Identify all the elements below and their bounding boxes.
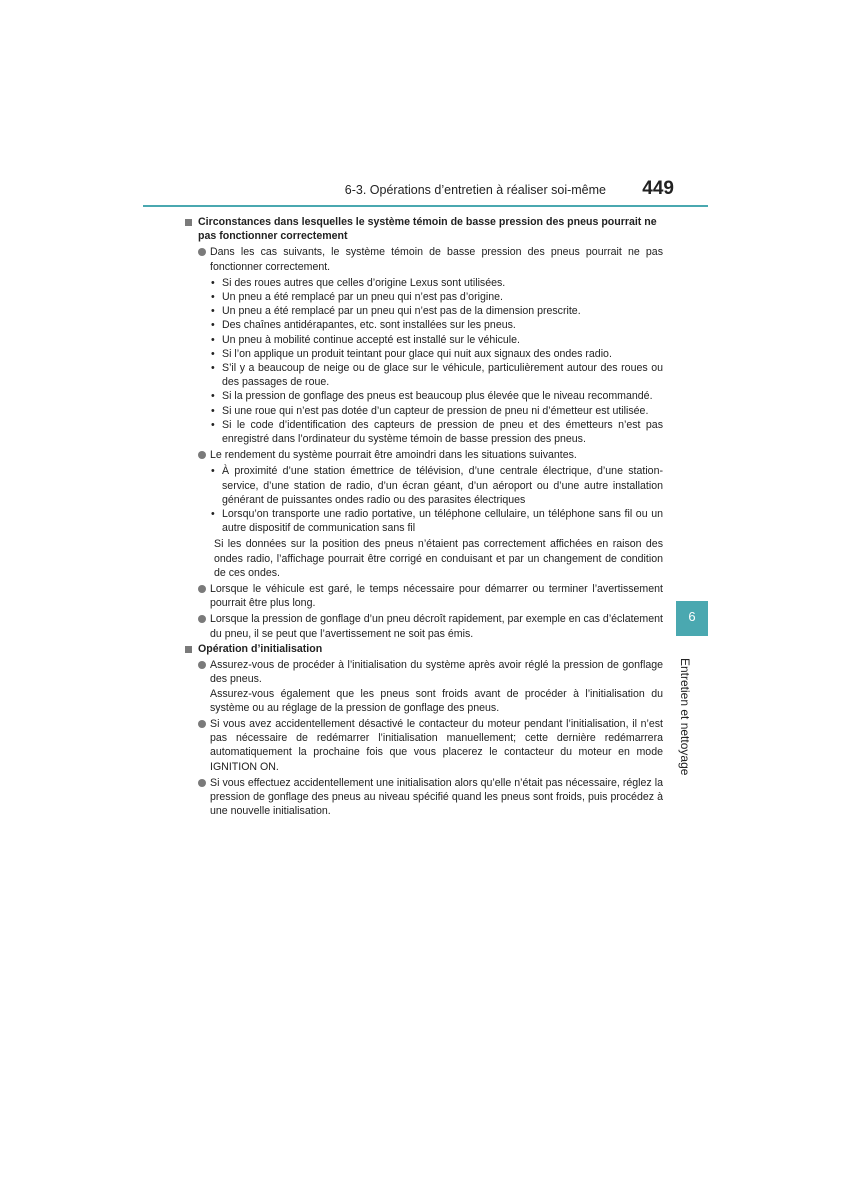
section-initialization <box>185 642 663 818</box>
sub-list-item <box>210 276 663 290</box>
header-divider <box>143 205 708 207</box>
dot-bullet-icon: • <box>211 508 215 521</box>
dot-bullet-icon: • <box>211 418 215 431</box>
sub-item-text: Si la pression de gonflage des pneus est beaucoup plus élevée que le niveau recommandé. <box>222 390 653 403</box>
page-number: 449 <box>642 178 674 199</box>
item-note: Assurez-vous également que les pneus sont froids avant de procéder à l’initialisation du système ou au réglage de la pression de gonflage des pneus. <box>210 687 663 714</box>
item-text: Lorsque la pression de gonflage d’un pneu décroît rapidement, par exemple en cas d’éclatement du pneu, il se peut que l’avertissement ne soit pas émis. <box>210 613 663 640</box>
square-bullet-icon <box>185 646 192 653</box>
sub-item-text: Si des roues autres que celles d’origine Lexus sont utilisées. <box>222 276 506 289</box>
dot-bullet-icon: • <box>211 347 215 360</box>
sub-item-text: Un pneu a été remplacé par un pneu qui n’est pas de la dimension prescrite. <box>222 305 581 318</box>
round-bullet-icon <box>198 585 206 593</box>
round-bullet-icon <box>198 615 206 623</box>
list-item <box>185 717 663 774</box>
list-item <box>185 245 663 273</box>
sub-item-text: Un pneu à mobilité continue accepté est installé sur le véhicule. <box>222 333 520 346</box>
section-heading <box>185 642 663 656</box>
list-item <box>185 612 663 640</box>
sub-item-text: Un pneu a été remplacé par un pneu qui n’est pas d’origine. <box>222 291 503 304</box>
item-text: Assurez-vous de procéder à l’initialisation du système après avoir réglé la pression de gonflage des pneus. <box>210 659 663 686</box>
sub-item-text: Si le code d’identification des capteurs de pression de pneu et des émetteurs n’est pas enregistré dans l’ordinateur du système témoin de basse pression des pneus. <box>222 418 663 446</box>
chapter-label: Entretien et nettoyage <box>678 658 692 776</box>
sub-item-text: Si une roue qui n’est pas dotée d’un capteur de pression de pneu ni d’émetteur est utilisée. <box>222 404 649 417</box>
item-text: Si vous avez accidentellement désactivé le contacteur du moteur pendant l’initialisation, il n’est pas nécessaire de redémarrer l’initialisation manuellement; cette dernière redémarrera automatiquement la prochaine fois que vous placerez le contacteur du moteur en mode IGNITION ON. <box>210 717 663 773</box>
dot-bullet-icon: • <box>211 362 215 375</box>
sub-list-item <box>210 304 663 318</box>
sub-list-item <box>210 404 663 418</box>
dot-bullet-icon: • <box>211 305 215 318</box>
sub-list <box>210 276 663 446</box>
sub-list-item <box>210 347 663 361</box>
section-title: Circonstances dans lesquelles le système témoin de basse pression des pneus pourrait ne pas fonctionner correctement <box>198 216 657 243</box>
page-content <box>185 215 663 819</box>
round-bullet-icon <box>198 779 206 787</box>
list-item <box>185 658 663 686</box>
sub-list-item <box>210 464 663 507</box>
sub-list-item <box>210 290 663 304</box>
item-text: Si vous effectuez accidentellement une initialisation alors qu’elle n’était pas nécessaire, réglez la pression de gonflage des pneus au niveau spécifié quand les pneus sont froids, puis procédez à une nouvelle initialisation. <box>210 776 663 818</box>
section-title: Opération d’initialisation <box>198 642 323 655</box>
sub-item-text: À proximité d’une station émettrice de télévision, d’une centrale électrique, d’une station-service, d’une station de radio, d’un écran géant, d’un aéroport ou d’une autre installation générant de puissantes ondes radio ou des parasites électriques <box>222 465 663 506</box>
sub-item-text: Si l’on applique un produit teintant pour glace qui nuit aux signaux des ondes radio. <box>222 347 612 360</box>
sub-list-item <box>210 507 663 535</box>
dot-bullet-icon: • <box>211 291 215 304</box>
dot-bullet-icon: • <box>211 404 215 417</box>
item-text: Le rendement du système pourrait être amoindri dans les situations suivantes. <box>210 449 577 462</box>
item-note: Si les données sur la position des pneus n’étaient pas correctement affichées en raison des ondes radio, l’affichage pourrait être corrigé en conduisant et par un changement de condition de ces ondes. <box>214 538 663 579</box>
chapter-tab <box>676 601 708 636</box>
item-text: Dans les cas suivants, le système témoin de basse pression des pneus pourrait ne pas fonctionner correctement. <box>210 246 663 273</box>
list-item <box>185 448 663 462</box>
square-bullet-icon <box>185 219 192 226</box>
sub-item-text: S’il y a beaucoup de neige ou de glace sur le véhicule, particulièrement autour des roues ou des passages de roue. <box>222 362 663 389</box>
dot-bullet-icon: • <box>211 319 215 332</box>
list-item <box>185 776 663 819</box>
round-bullet-icon <box>198 248 206 256</box>
dot-bullet-icon: • <box>211 465 215 478</box>
sub-list <box>210 464 663 535</box>
chapter-number: 6 <box>688 609 696 624</box>
section-heading <box>185 215 663 243</box>
round-bullet-icon <box>198 720 206 728</box>
sub-item-text: Des chaînes antidérapantes, etc. sont installées sur les pneus. <box>222 319 516 332</box>
sub-list-item <box>210 333 663 347</box>
dot-bullet-icon: • <box>211 276 215 289</box>
round-bullet-icon <box>198 661 206 669</box>
section-tpms-limitations <box>185 215 663 641</box>
sub-list-item <box>210 361 663 389</box>
sub-list-item <box>210 318 663 332</box>
item-text: Lorsque le véhicule est garé, le temps nécessaire pour démarrer ou terminer l’avertissement pourrait être plus long. <box>210 583 663 610</box>
sub-list-item <box>210 389 663 403</box>
sub-item-text: Lorsqu’on transporte une radio portative, un téléphone cellulaire, un téléphone sans fil ou un autre dispositif de communication sans fil <box>222 508 663 535</box>
round-bullet-icon <box>198 451 206 459</box>
sub-list-item <box>210 418 663 446</box>
dot-bullet-icon: • <box>211 333 215 346</box>
dot-bullet-icon: • <box>211 390 215 403</box>
list-item <box>185 582 663 610</box>
running-header-title: 6-3. Opérations d’entretien à réaliser soi-même <box>344 183 606 197</box>
